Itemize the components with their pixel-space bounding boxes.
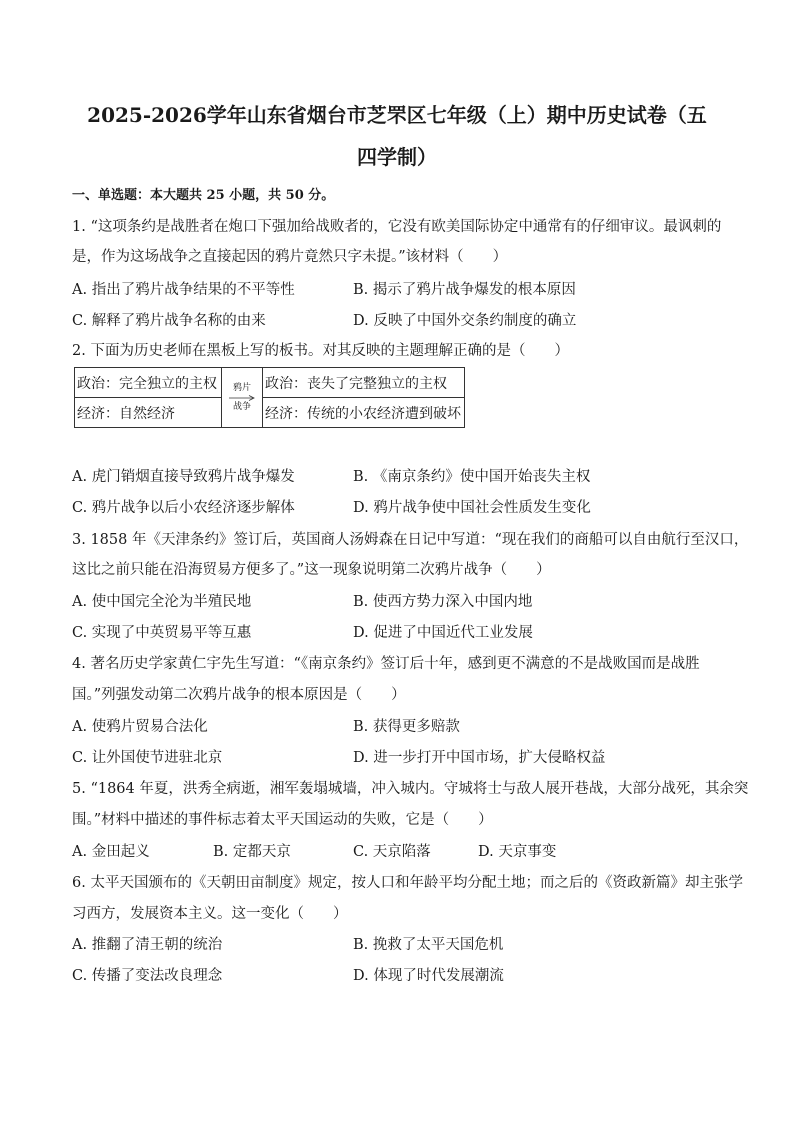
question-3-option-d: D. 促进了中国近代工业发展	[353, 625, 533, 641]
question-1-line-1: 1. “这项条约是战胜者在炮口下强加给战败者的，它没有欧美国际协定中通常有的仔细审议。最讽刺的	[72, 219, 722, 235]
question-6-line-1: 6. 太平天国颁布的《天朝田亩制度》规定，按人口和年龄平均分配土地；而之后的《资政新篇》却主张学	[72, 875, 743, 891]
question-5-option-c: C. 天京陷落	[353, 844, 431, 860]
board-middle	[222, 368, 263, 428]
question-2-option-a: A. 虎门销烟直接导致鸦片战争爆发	[72, 469, 295, 485]
question-1-option-d: D. 反映了中国外交条约制度的确立	[353, 313, 577, 329]
exam-title-line1: 2025-2026学年山东省烟台市芝罘区七年级（上）期中历史试卷（五	[87, 103, 707, 127]
question-2-option-c: C. 鸦片战争以后小农经济逐步解体	[72, 500, 295, 516]
question-2-option-d: D. 鸦片战争使中国社会性质发生变化	[353, 500, 591, 516]
question-3-option-c: C. 实现了中英贸易平等互惠	[72, 625, 252, 641]
question-5-option-d: D. 天京事变	[478, 844, 557, 860]
question-5-line-1: 5. “1864 年夏，洪秀全病逝，湘军轰塌城墙，冲入城内。守城将士与敌人展开巷战，大部分战死，其余突	[72, 781, 749, 797]
question-6-option-b: B. 挽救了太平天国危机	[353, 937, 504, 953]
board-left-politics: 政治：完全独立的主权	[75, 368, 222, 398]
question-1-option-a: A. 指出了鸦片战争结果的不平等性	[72, 282, 295, 298]
question-5-option-b: B. 定都天京	[213, 844, 291, 860]
board-right-politics: 政治：丧失了完整独立的主权	[263, 368, 465, 398]
question-4-option-b: B. 获得更多赔款	[353, 719, 460, 735]
exam-title-line2: 四学制）	[357, 145, 437, 169]
question-2-line-1: 2. 下面为历史老师在黑板上写的板书。对其反映的主题理解正确的是（ ）	[72, 343, 569, 359]
blackboard-table	[74, 367, 465, 428]
board-middle-top: 鸦片	[232, 382, 251, 393]
question-1-option-b: B. 揭示了鸦片战争爆发的根本原因	[353, 282, 576, 298]
question-3-option-a: A. 使中国完全沦为半殖民地	[72, 594, 252, 610]
question-4-line-2: 国。”列强发动第二次鸦片战争的根本原因是（ ）	[72, 687, 406, 703]
question-4-option-d: D. 进一步打开中国市场，扩大侵略权益	[353, 750, 606, 766]
section-heading: 一、单选题：本大题共 25 小题，共 50 分。	[72, 188, 335, 203]
board-left-economy: 经济：自然经济	[75, 398, 222, 428]
arrow-icon	[229, 395, 255, 401]
question-1-option-c: C. 解释了鸦片战争名称的由来	[72, 313, 266, 329]
question-2-option-b: B. 《南京条约》使中国开始丧失主权	[353, 469, 591, 485]
question-6-option-c: C. 传播了变法改良理念	[72, 968, 223, 984]
question-6-line-2: 习西方，发展资本主义。这一变化（ ）	[72, 906, 348, 922]
question-5-line-2: 围。”材料中描述的事件标志着太平天国运动的失败，它是（ ）	[72, 812, 493, 828]
question-5-option-a: A. 金田起义	[72, 844, 150, 860]
question-3-option-b: B. 使西方势力深入中国内地	[353, 594, 533, 610]
question-3-line-1: 3. 1858 年《天津条约》签订后，英国商人汤姆森在日记中写道：“现在我们的商船可以自由航行至汉口，	[72, 532, 749, 548]
question-4-option-a: A. 使鸦片贸易合法化	[72, 719, 208, 735]
question-3-line-2: 这比之前只能在沿海贸易方便多了。”这一现象说明第二次鸦片战争（ ）	[72, 562, 551, 578]
question-4-line-1: 4. 著名历史学家黄仁宇先生写道：“《南京条约》签订后十年，感到更不满意的不是战败国而是战胜	[72, 656, 700, 672]
board-middle-bottom: 战争	[232, 401, 251, 412]
board-right-economy: 经济：传统的小农经济遭到破坏	[263, 398, 465, 428]
question-6-option-d: D. 体现了时代发展潮流	[353, 968, 504, 984]
question-6-option-a: A. 推翻了清王朝的统治	[72, 937, 223, 953]
question-1-line-2: 是，作为这场战争之直接起因的鸦片竟然只字未提。”该材料（ ）	[72, 249, 508, 265]
question-4-option-c: C. 让外国使节进驻北京	[72, 750, 223, 766]
